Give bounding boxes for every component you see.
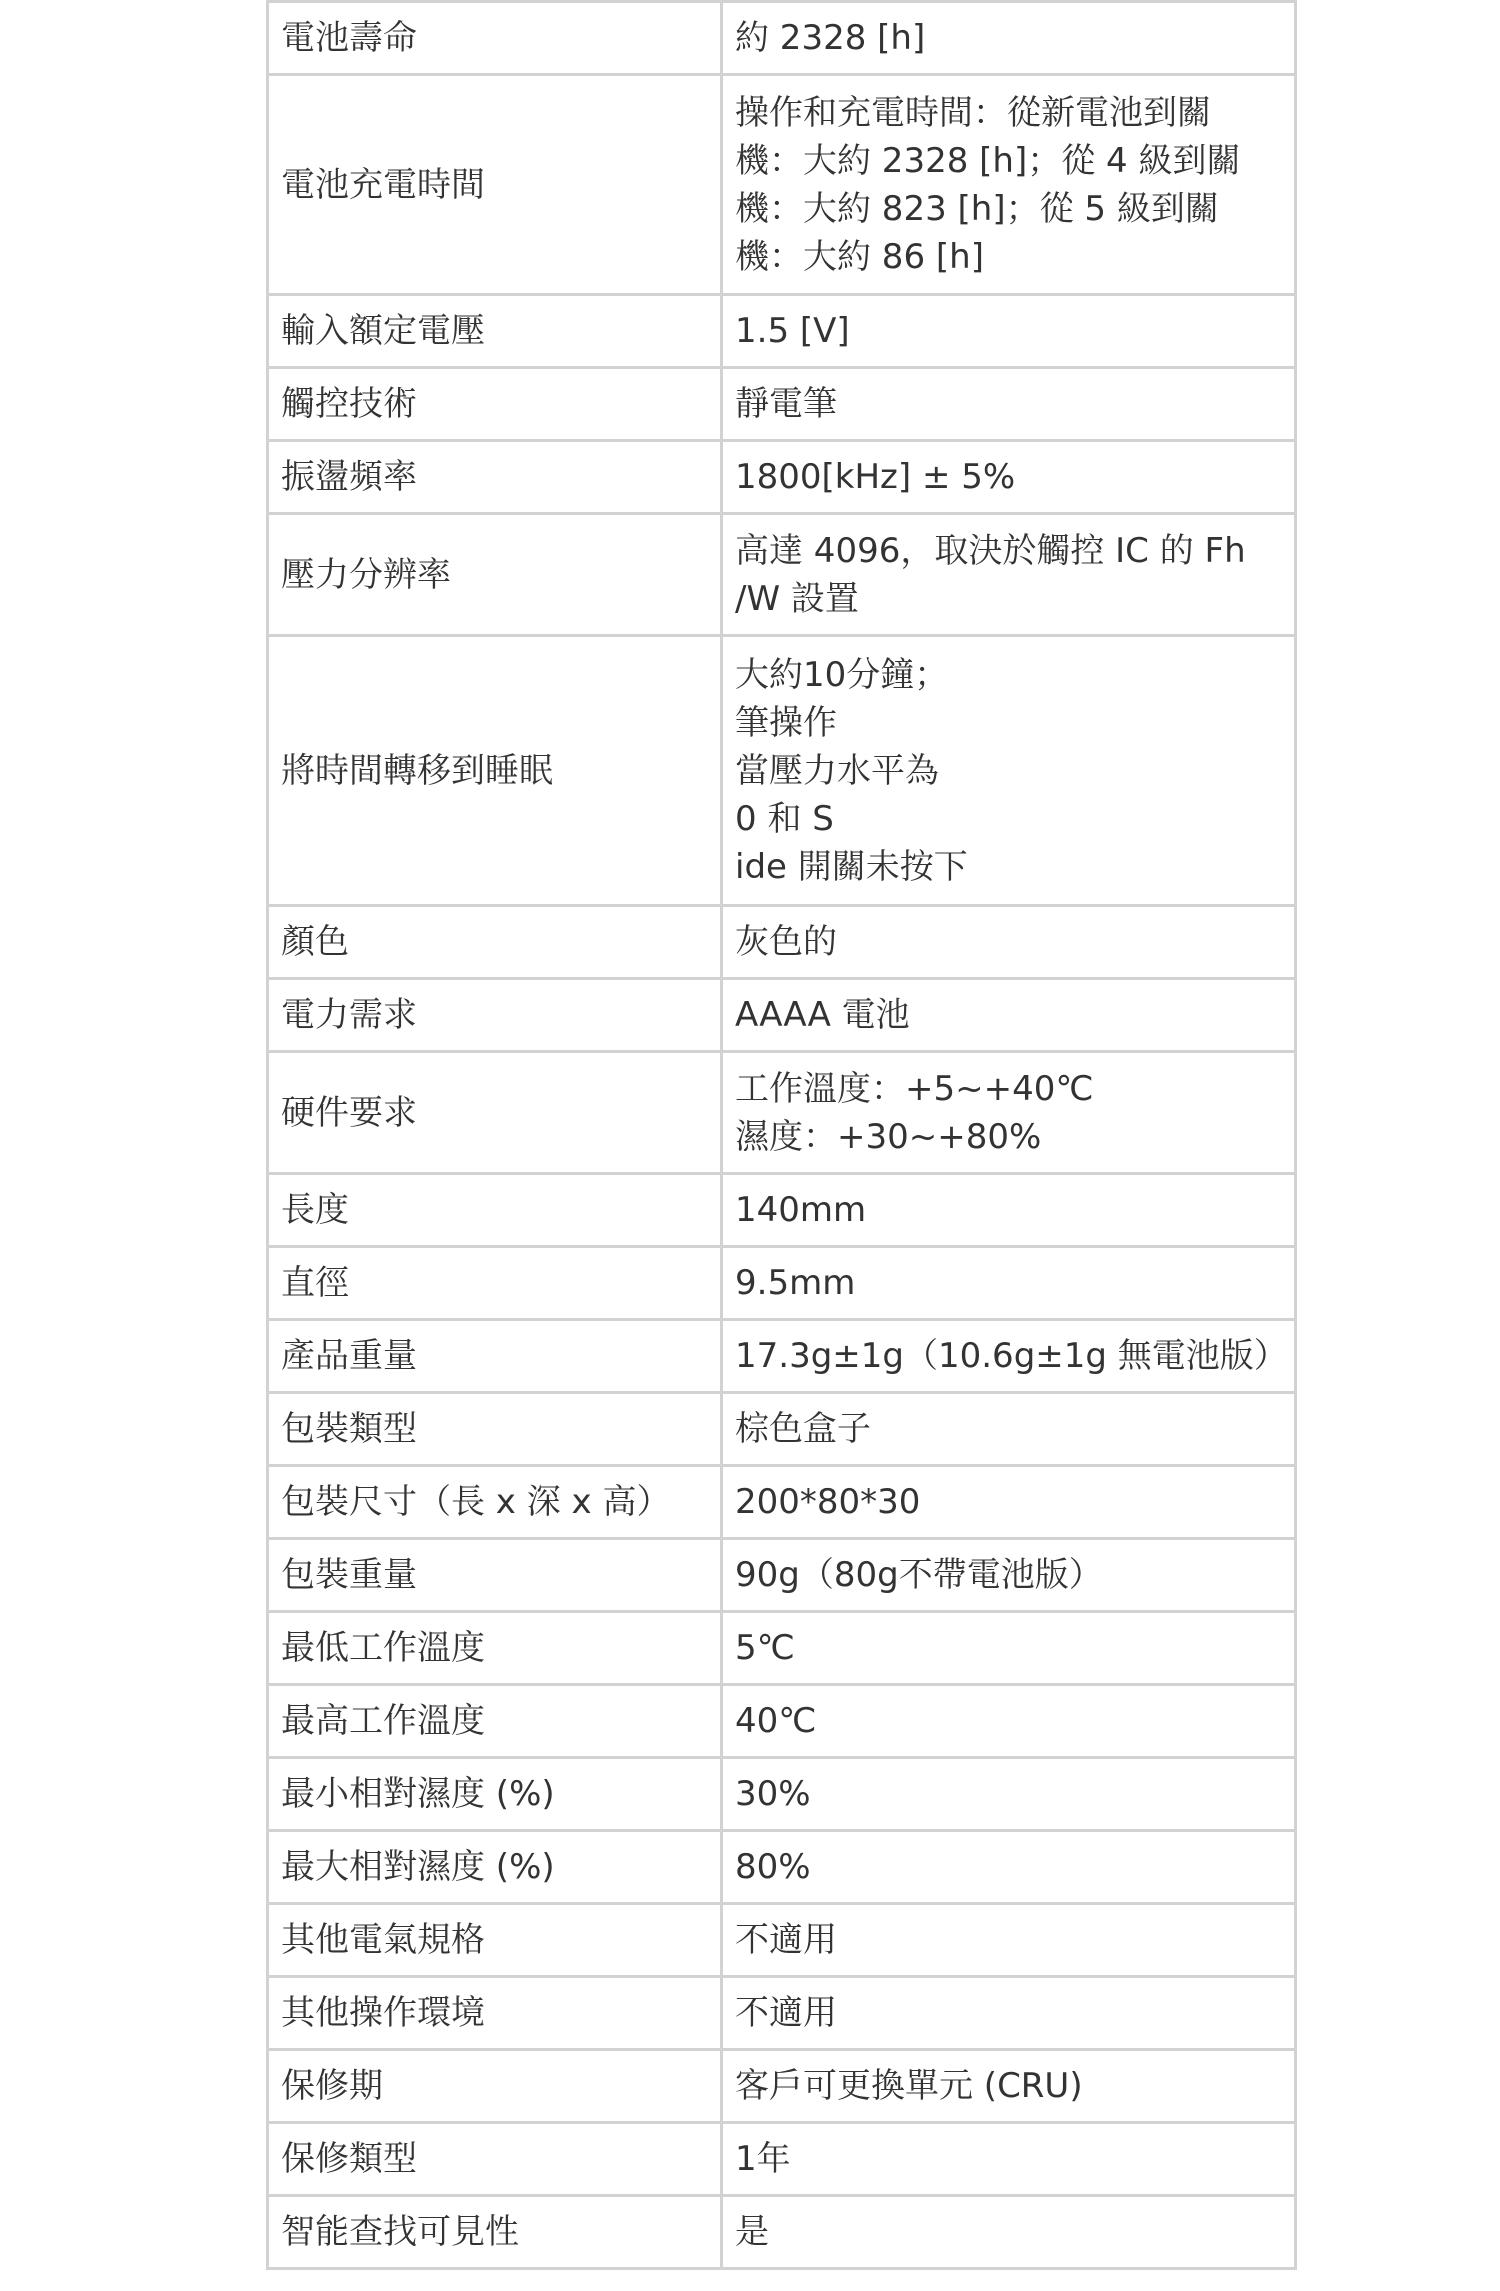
spec-value: 5℃ [722, 1612, 1296, 1685]
spec-label: 最低工作溫度 [268, 1612, 722, 1685]
spec-row-min-temp [268, 1612, 1296, 1685]
spec-label: 電力需求 [268, 979, 722, 1052]
spec-value: 靜電筆 [722, 368, 1296, 441]
spec-label: 智能查找可見性 [268, 2196, 722, 2269]
spec-label: 電池壽命 [268, 2, 722, 75]
spec-label: 輸入額定電壓 [268, 295, 722, 368]
spec-row-warranty-period [268, 2050, 1296, 2123]
spec-row-warranty-type [268, 2123, 1296, 2196]
spec-label: 包裝重量 [268, 1539, 722, 1612]
spec-row-package-type [268, 1393, 1296, 1466]
spec-row-rated-voltage [268, 295, 1296, 368]
spec-label: 硬件要求 [268, 1052, 722, 1174]
spec-row-hardware [268, 1052, 1296, 1174]
spec-value: 不適用 [722, 1904, 1296, 1977]
spec-row-touch-tech [268, 368, 1296, 441]
spec-label: 直徑 [268, 1247, 722, 1320]
spec-row-package-size [268, 1466, 1296, 1539]
spec-value: 9.5mm [722, 1247, 1296, 1320]
spec-value: 棕色盒子 [722, 1393, 1296, 1466]
spec-value: 操作和充電時間：從新電池到關 機：大約 2328 [h]；從 4 級到關 機：大約 823 [h]；從 5 級到關 機：大約 86 [h] [722, 75, 1296, 295]
spec-label: 觸控技術 [268, 368, 722, 441]
spec-row-package-weight [268, 1539, 1296, 1612]
spec-row-color [268, 906, 1296, 979]
spec-row-battery-life [268, 2, 1296, 75]
spec-value: 大約10分鐘； 筆操作 當壓力水平為 0 和 S ide 開關未按下 [722, 636, 1296, 906]
spec-value: 200*80*30 [722, 1466, 1296, 1539]
spec-row-oscillation [268, 441, 1296, 514]
spec-label: 產品重量 [268, 1320, 722, 1393]
spec-value: 17.3g±1g（10.6g±1g 無電池版） [722, 1320, 1296, 1393]
spec-value: 90g（80g不帶電池版） [722, 1539, 1296, 1612]
spec-value: 高達 4096，取決於觸控 IC 的 Fh /W 設置 [722, 514, 1296, 636]
spec-value: 140mm [722, 1174, 1296, 1247]
spec-label: 長度 [268, 1174, 722, 1247]
spec-label: 壓力分辨率 [268, 514, 722, 636]
spec-row-pressure-resolution [268, 514, 1296, 636]
spec-value: 30% [722, 1758, 1296, 1831]
spec-value: 1年 [722, 2123, 1296, 2196]
spec-row-diameter [268, 1247, 1296, 1320]
spec-label: 最小相對濕度 (%) [268, 1758, 722, 1831]
spec-row-sleep-time [268, 636, 1296, 906]
spec-label: 最大相對濕度 (%) [268, 1831, 722, 1904]
spec-value: 約 2328 [h] [722, 2, 1296, 75]
spec-row-min-humidity [268, 1758, 1296, 1831]
spec-label: 將時間轉移到睡眠 [268, 636, 722, 906]
spec-row-other-environment [268, 1977, 1296, 2050]
spec-label: 保修期 [268, 2050, 722, 2123]
spec-row-weight [268, 1320, 1296, 1393]
spec-label: 電池充電時間 [268, 75, 722, 295]
spec-row-charge-time [268, 75, 1296, 295]
spec-label: 顏色 [268, 906, 722, 979]
spec-label: 保修類型 [268, 2123, 722, 2196]
spec-label: 振盪頻率 [268, 441, 722, 514]
spec-label: 其他操作環境 [268, 1977, 722, 2050]
spec-label: 其他電氣規格 [268, 1904, 722, 1977]
spec-row-max-temp [268, 1685, 1296, 1758]
spec-row-length [268, 1174, 1296, 1247]
spec-label: 最高工作溫度 [268, 1685, 722, 1758]
spec-value: 不適用 [722, 1977, 1296, 2050]
spec-label: 包裝類型 [268, 1393, 722, 1466]
spec-value: 客戶可更換單元 (CRU) [722, 2050, 1296, 2123]
spec-table [266, 0, 1297, 2270]
spec-row-max-humidity [268, 1831, 1296, 1904]
spec-value: 1.5 [V] [722, 295, 1296, 368]
spec-value: 40℃ [722, 1685, 1296, 1758]
spec-value: 工作溫度：+5~+40℃ 濕度：+30~+80% [722, 1052, 1296, 1174]
spec-value: 1800[kHz] ± 5% [722, 441, 1296, 514]
spec-value: AAAA 電池 [722, 979, 1296, 1052]
spec-value: 80% [722, 1831, 1296, 1904]
spec-value: 灰色的 [722, 906, 1296, 979]
spec-label: 包裝尺寸（長 x 深 x 高） [268, 1466, 722, 1539]
spec-value: 是 [722, 2196, 1296, 2269]
spec-row-power [268, 979, 1296, 1052]
spec-row-smart-find [268, 2196, 1296, 2269]
spec-row-other-electrical [268, 1904, 1296, 1977]
